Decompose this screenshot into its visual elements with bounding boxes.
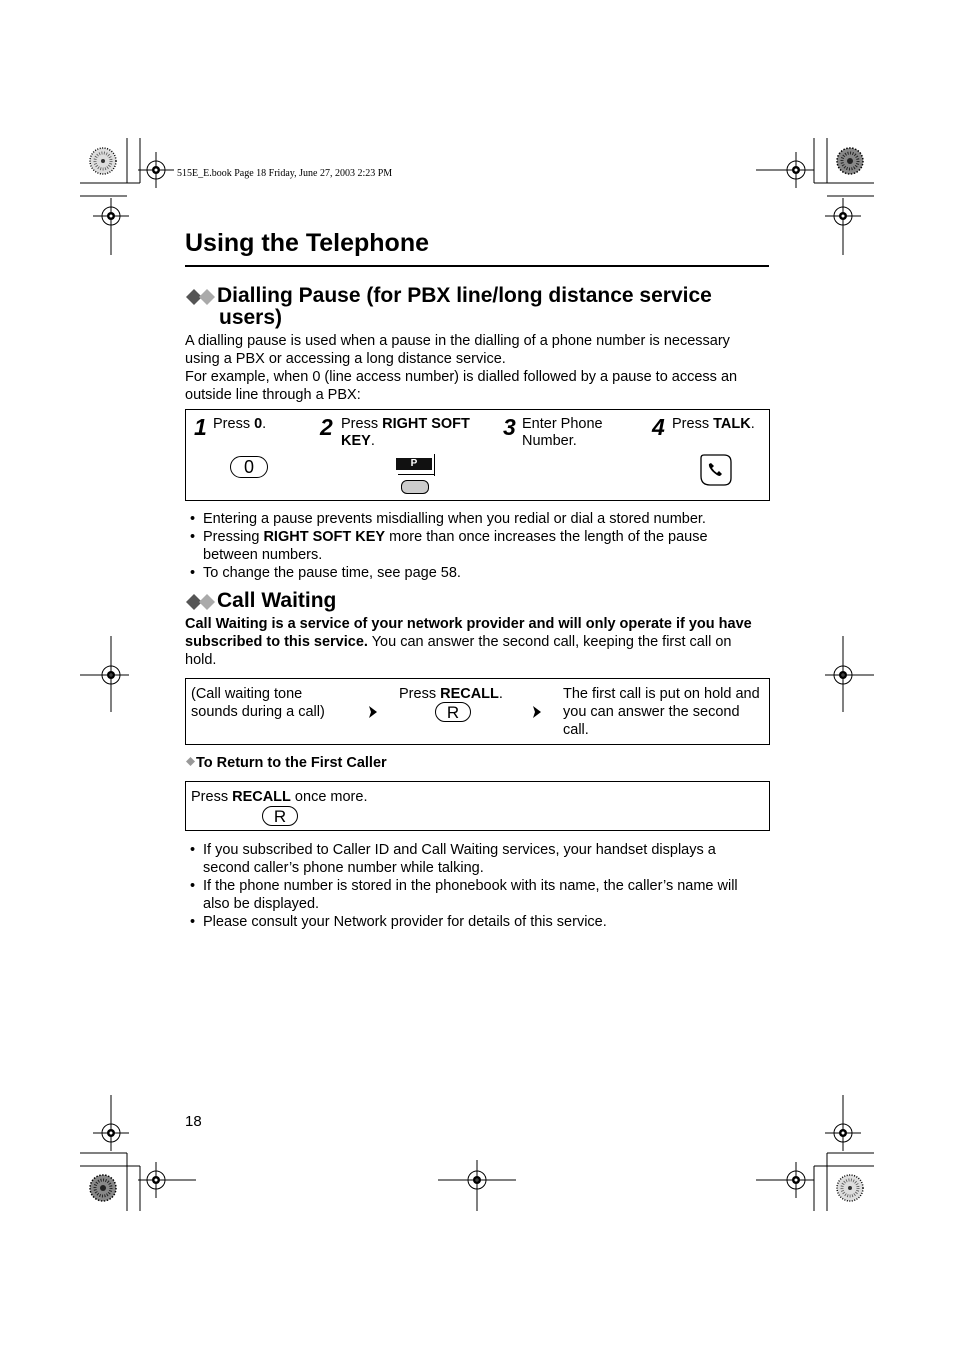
list-item: • To change the pause time, see page 58. <box>185 564 775 582</box>
arrow-right-icon <box>369 706 377 718</box>
flow-step-press-recall: Press RECALL. <box>399 686 503 702</box>
flow-step-result: The first call is put on hold and you can answer the second call. <box>563 686 760 738</box>
step-2-text: Press RIGHT SOFT KEY. <box>341 416 470 449</box>
intro-line: For example, when 0 (line access number) is dialled followed by a pause to access an <box>185 369 738 385</box>
return-caller-box <box>185 781 770 831</box>
return-caller-subheading: To Return to the First Caller <box>185 755 387 771</box>
zero-key-icon: 0 <box>230 456 268 478</box>
intro-line: using a PBX or accessing a long distance service. <box>185 351 506 367</box>
step-number: 4 <box>652 414 665 440</box>
step-number: 1 <box>194 414 207 440</box>
page-title: Using the Telephone <box>185 229 429 257</box>
list-item: • Please consult your Network provider for details of this service. <box>185 913 775 931</box>
soft-key-button-icon <box>401 480 429 494</box>
title-divider <box>185 265 769 267</box>
small-diamond-icon <box>185 756 196 767</box>
call-waiting-notes <box>185 841 775 931</box>
step-1-text: Press 0. <box>213 416 267 432</box>
list-item: • If the phone number is stored in the phonebook with its name, the caller’s name will also be displayed. <box>185 877 775 913</box>
step-3-text: Enter Phone Number. <box>522 416 603 449</box>
list-item: • Entering a pause prevents misdialling when you redial or dial a stored number. <box>185 510 775 528</box>
call-waiting-heading: Call Waiting <box>185 590 336 612</box>
dialling-pause-heading-line1: Dialling Pause (for PBX line/long distance service <box>217 284 712 307</box>
list-item: • If you subscribed to Caller ID and Call Waiting services, your handset displays a second caller’s phone number while talking. <box>185 841 775 877</box>
call-waiting-intro: Call Waiting is a service of your network provider and will only operate if you have subscribed to this service. You can answer the second call, keeping the first call on hold. <box>185 616 752 668</box>
intro-line: outside line through a PBX: <box>185 387 361 403</box>
step-number: 3 <box>503 414 516 440</box>
flow-step-tone: (Call waiting tone sounds during a call) <box>191 686 325 720</box>
diamond-bullet-icon <box>185 288 217 306</box>
dialling-pause-intro <box>185 332 775 404</box>
call-waiting-flow-box <box>185 678 770 745</box>
p-display-icon: P <box>396 458 432 470</box>
step-number: 2 <box>320 414 333 440</box>
page-number: 18 <box>185 1113 202 1130</box>
dialling-pause-notes <box>185 510 775 582</box>
list-item: • Pressing RIGHT SOFT KEY more than once increases the length of the pause between numbers. <box>185 528 775 564</box>
dialling-pause-heading-line2: users) <box>219 306 283 329</box>
dialling-pause-steps-box <box>185 409 770 501</box>
dialling-pause-heading <box>185 285 765 329</box>
recall-key-icon: R <box>262 806 298 826</box>
intro-line: A dialling pause is used when a pause in the dialling of a phone number is necessary <box>185 333 730 349</box>
arrow-right-icon <box>533 706 541 718</box>
recall-key-icon: R <box>435 702 471 722</box>
file-info: 515E_E.book Page 18 Friday, June 27, 2003 2:23 PM <box>177 168 393 179</box>
step-4-text: Press TALK. <box>672 416 755 432</box>
talk-key-icon <box>698 452 734 488</box>
diamond-bullet-icon <box>185 593 217 611</box>
return-caller-instruction: Press RECALL once more. <box>191 789 368 805</box>
right-soft-key-icon <box>394 454 436 494</box>
